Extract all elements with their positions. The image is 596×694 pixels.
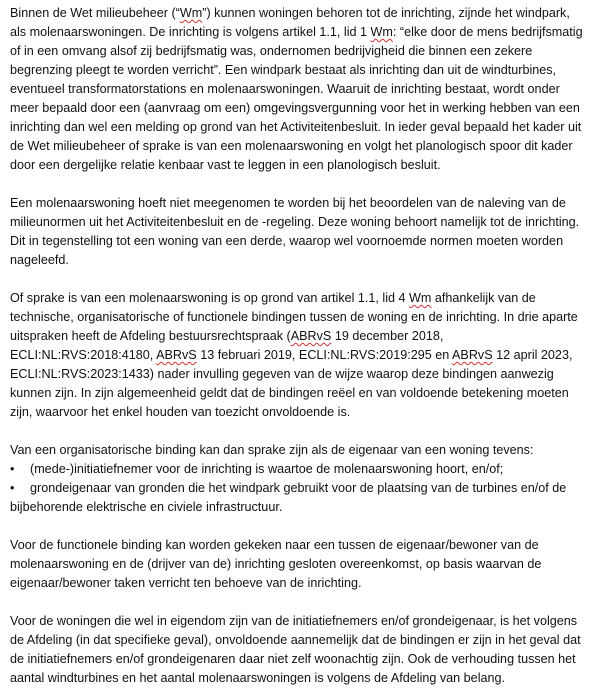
text-run: Een molenaarswoning hoeft niet meegenomen te worden bij het beoordelen van de naleving van de milieunormen uit het Activiteitenbesluit en de -regeling. Deze woning behoort namelijk tot de inrichting. Dit in tegenstelling tot een woning van een derde, waarop wel voornoemde normen moeten worden nageleefd. <box>10 196 580 267</box>
text-run: Voor de woningen die wel in eigendom zijn van de initiatiefnemers en/of grondeigenaar, is het volgens de Afdeling (in dat specifieke geval), onvoldoende aannemelijk dat de bindingen er zijn in het geval dat de initiatiefnemers en/of grondeigenaren daar niet zelf woonachtig zijn. Ook de verhouding tussen het aantal windturbines en het aantal molenaarswoningen is volgens de Afdeling van belang. <box>10 614 581 685</box>
paragraph <box>10 612 588 688</box>
text-run: : “elke door de mens bedrijfsmatig of in een omvang alsof zij bedrijfsmatig was, ondernomen bedrijvigheid die binnen een zekere begrenzing pleegt te worden verricht”. Een windpark bestaat als inrichting dan uit de windturbines, eventueel transformatorstations en molenaarswoningen. Waaruit de inrichting bestaat, wordt onder meer bepaald door een (aanvraag om een) omgevingsvergunning voor het in werking hebben van een inrichting dan wel een melding op grond van het Activiteitenbesluit. In ieder geval bepaald het kader uit de Wet milieubeheer of sprake is van een molenaarswoning en volgt het planologisch spoor dit kader door een dergelijke relatie kenbaar vast te leggen in een planologisch besluit. <box>10 25 583 172</box>
paragraph <box>10 194 588 270</box>
text-run: Van een organisatorische binding kan dan sprake zijn als de eigenaar van een woning tevens: <box>10 443 534 457</box>
text-run: 13 februari 2019, ECLI:NL:RVS:2019:295 en <box>196 348 453 362</box>
spellcheck-flagged-word: Wm <box>179 6 203 20</box>
spellcheck-flagged-word: ABRvS <box>156 348 197 362</box>
spellcheck-flagged-word: Wm <box>409 291 432 305</box>
bullet-icon: • <box>10 481 15 495</box>
text-run: Voor de functionele binding kan worden gekeken naar een tussen de eigenaar/bewoner van de molenaarswoning en de (drijver van de) inrichting gesloten overeenkomst, op basis waarvan de eigenaar/bewoner taken verricht ten behoeve van de inrichting. <box>10 538 542 590</box>
list-item-text: (mede-)initiatiefnemer voor de inrichting is waartoe de molenaarswoning hoort, en/of; <box>30 462 504 476</box>
list-item <box>10 479 588 517</box>
text-run: 19 december 2018, ECLI:NL:RVS:2018:4180, <box>10 329 444 362</box>
text-run: 12 april 2023, ECLI:NL:RVS:2023:1433) nader invulling gegeven van de wijze waarop deze bindingen aanwezig kunnen zijn. In zijn algemeenheid geldt dat de bindingen reëel en van voldoende betekening moeten zijn, waarvoor het enkel houden van toezicht onvoldoende is. <box>10 348 573 419</box>
paragraph <box>10 289 588 422</box>
text-run: Of sprake is van een molenaarswoning is op grond van artikel 1.1, lid 4 <box>10 291 410 305</box>
spellcheck-flagged-word: ABRvS <box>290 329 332 343</box>
paragraph <box>10 441 588 460</box>
spellcheck-flagged-word: ABRvS <box>452 348 493 362</box>
list-item <box>10 460 588 479</box>
list-item-text: grondeigenaar van gronden die het windpark gebruikt voor de plaatsing van de turbines en/of de bijbehorende elektrische en civiele infrastructuur. <box>10 481 567 514</box>
bullet-list <box>10 460 588 517</box>
paragraph <box>10 536 588 593</box>
text-run: afhankelijk van de technische, organisatorische of functionele bindingen tussen de woning en de inrichting. In drie aparte uitspraken heeft de Afdeling bestuursrechtspraak ( <box>10 291 578 343</box>
spellcheck-flagged-word: Wm <box>370 25 393 39</box>
paragraph <box>10 4 588 175</box>
bullet-icon: • <box>10 462 15 476</box>
text-run: ”) kunnen woningen behoren tot de inrichting, zijnde het windpark, als molenaarswoningen. De inrichting is volgens artikel 1.1, lid 1 <box>10 6 570 39</box>
text-run: Binnen de Wet milieubeheer (“ <box>10 6 180 20</box>
